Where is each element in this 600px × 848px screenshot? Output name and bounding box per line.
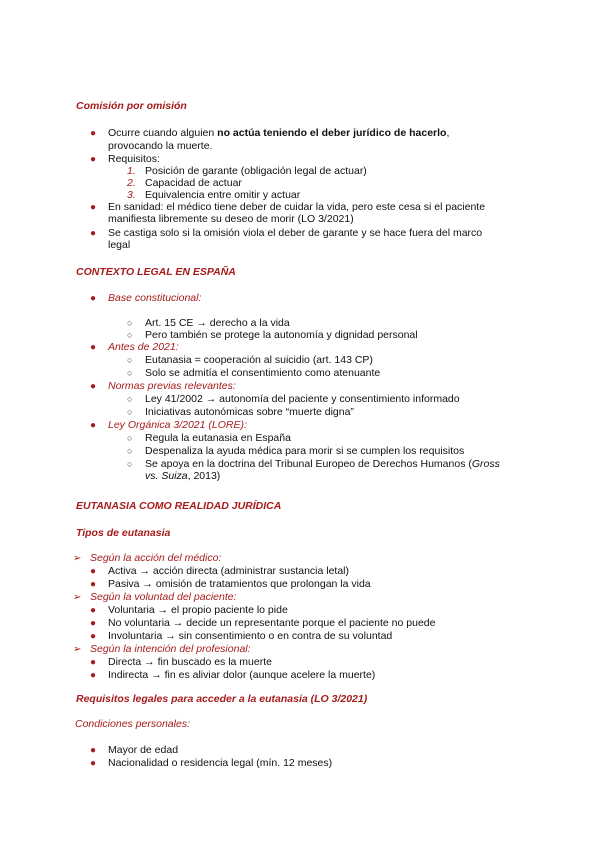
list-item: Involuntaria → sin consentimiento o en contra de su voluntad [108,630,393,642]
list-item-cont: legal [108,239,131,251]
list-item: Solo se admitía el consentimiento como atenuante [145,367,381,379]
subheading-tipos-eutanasia: Tipos de eutanasia [76,527,171,539]
bullet-icon: ● [90,342,97,353]
list-item: Capacidad de actuar [145,177,242,189]
bullet-icon: ● [90,154,97,165]
circle-bullet-icon: ○ [127,433,133,443]
circle-bullet-icon: ○ [127,407,133,417]
list-item: Voluntaria → el propio paciente lo pide [108,604,288,616]
list-item: En sanidad: el médico tiene deber de cuidar la vida, pero este cesa si el paciente [108,201,486,213]
list-number: 3. [127,189,136,201]
bullet-icon: ● [90,657,97,668]
heading-comision-por-omision: Comisión por omisión [76,100,187,112]
heading-eutanasia-realidad-juridica: EUTANASIA COMO REALIDAD JURÍDICA [76,500,282,512]
heading-contexto-legal: CONTEXTO LEGAL EN ESPAÑA [76,266,236,278]
list-item: Iniciativas autonómicas sobre “muerte digna” [145,406,354,418]
circle-bullet-icon: ○ [127,330,133,340]
list-item: Pero también se protege la autonomía y dignidad personal [145,329,418,341]
bullet-icon: ● [90,605,97,616]
list-item: Art. 15 CE → derecho a la vida [145,317,290,329]
circle-bullet-icon: ○ [127,446,133,456]
bullet-icon: ● [90,631,97,642]
list-item: Regula la eutanasia en España [145,432,291,444]
list-number: 1. [127,165,136,177]
bullet-icon: ● [90,566,97,577]
bullet-icon: ● [90,381,97,392]
bullet-icon: ● [90,293,97,304]
list-item: Pasiva → omisión de tratamientos que prolongan la vida [108,578,371,590]
circle-bullet-icon: ○ [127,394,133,404]
list-item: Mayor de edad [108,744,179,756]
bullet-icon: ● [90,228,97,239]
list-label: Base constitucional: [108,292,202,304]
list-item: Despenaliza la ayuda médica para morir si se cumplen los requisitos [145,445,465,457]
list-label: Según la intención del profesional: [90,643,251,655]
circle-bullet-icon: ○ [127,318,133,328]
heading-requisitos-legales: Requisitos legales para acceder a la eutanasia (LO 3/2021) [76,693,368,705]
list-item-cont: vs. Suiza, 2013) [145,470,221,482]
list-label: Antes de 2021: [108,341,179,353]
list-item: Se apoya en la doctrina del Tribunal Europeo de Derechos Humanos (Gross [145,458,500,470]
arrow-bullet-icon: ➢ [73,553,82,564]
bullet-icon: ● [90,579,97,590]
list-item: Eutanasia = cooperación al suicidio (art. 143 CP) [145,354,373,366]
list-item: Ocurre cuando alguien no actúa teniendo el deber jurídico de hacerlo, [108,127,450,139]
bullet-icon: ● [90,420,97,431]
list-item: Ley 41/2002 → autonomía del paciente y consentimiento informado [145,393,460,405]
list-item: Directa → fin buscado es la muerte [108,656,272,668]
list-item: Indirecta → fin es aliviar dolor (aunque acelere la muerte) [108,669,376,681]
list-number: 2. [127,177,136,189]
bullet-icon: ● [90,758,97,769]
list-label: Según la acción del médico: [90,552,222,564]
bullet-icon: ● [90,128,97,139]
list-item: Posición de garante (obligación legal de actuar) [145,165,367,177]
list-item: Requisitos: [108,153,160,165]
list-item-cont: manifiesta libremente su deseo de morir (LO 3/2021) [108,213,354,225]
bullet-icon: ● [90,745,97,756]
list-item: Activa → acción directa (administrar sustancia letal) [108,565,350,577]
list-item: Se castiga solo si la omisión viola el deber de garante y se hace fuera del marco [108,227,483,239]
list-label: Según la voluntad del paciente: [90,591,237,603]
arrow-bullet-icon: ➢ [73,644,82,655]
circle-bullet-icon: ○ [127,459,133,469]
list-item-cont: provocando la muerte. [108,140,213,152]
list-item: No voluntaria → decide un representante porque el paciente no puede [108,617,436,629]
list-item: Nacionalidad o residencia legal (mín. 12 meses) [108,757,333,769]
arrow-bullet-icon: ➢ [73,592,82,603]
list-label: Ley Orgánica 3/2021 (LORE): [108,419,247,431]
bullet-icon: ● [90,670,97,681]
bullet-icon: ● [90,618,97,629]
circle-bullet-icon: ○ [127,368,133,378]
circle-bullet-icon: ○ [127,355,133,365]
list-item: Equivalencia entre omitir y actuar [145,189,301,201]
list-label: Normas previas relevantes: [108,380,236,392]
subheading-condiciones-personales: Condiciones personales: [75,718,190,730]
bullet-icon: ● [90,202,97,213]
